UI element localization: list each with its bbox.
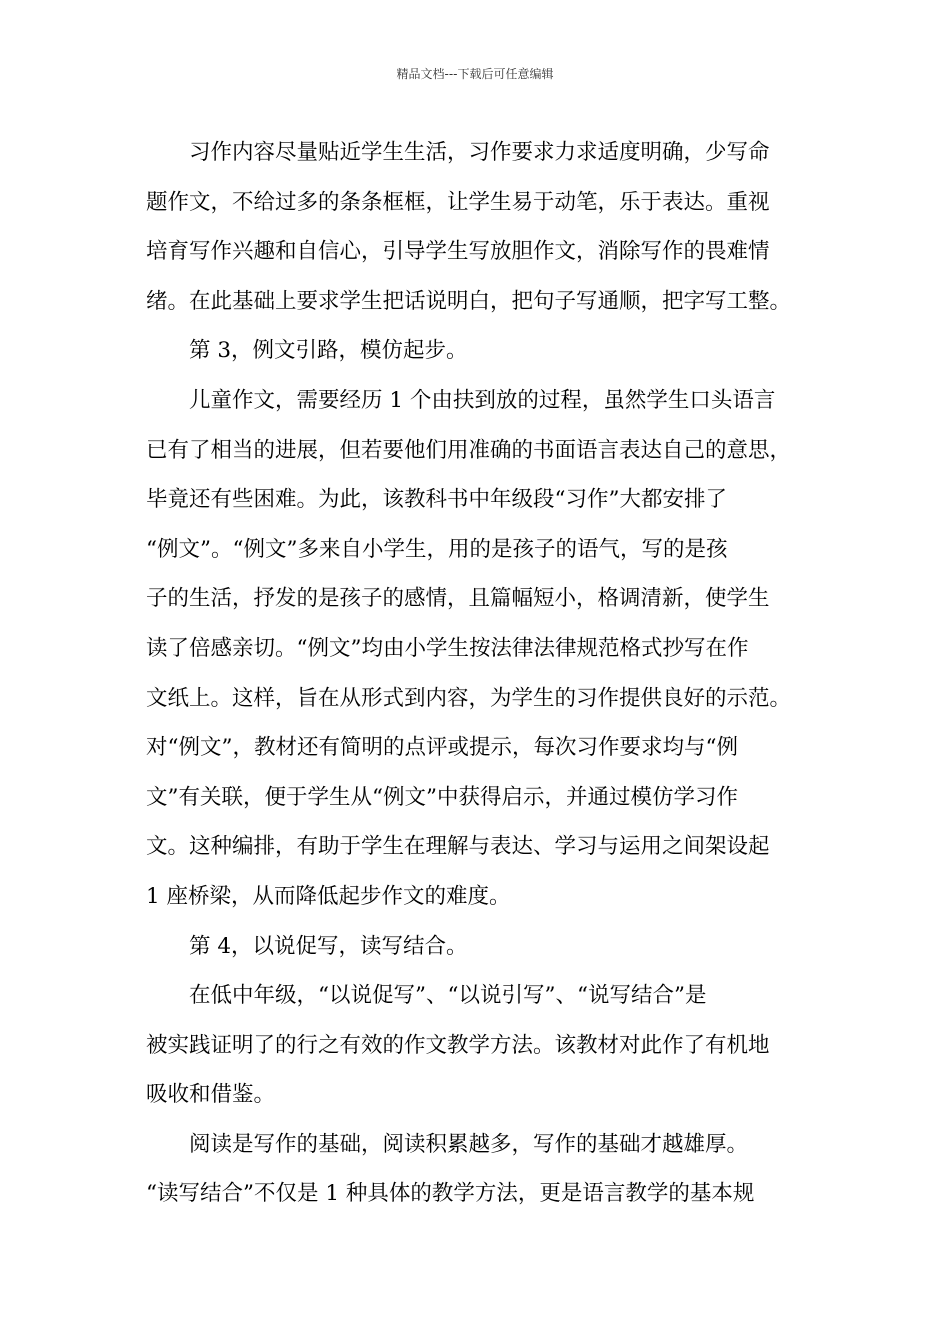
text-line: “例文”。“例文”多来自小学生，用的是孩子的语气，写的是孩 xyxy=(146,536,728,562)
text-line: 对“例文”，教材还有简明的点评或提示，每次习作要求均与“例 xyxy=(146,735,738,761)
text-line: 在低中年级，“以说促写”、“以说引写”、“说写结合”是 xyxy=(189,983,707,1009)
text-line: 文”有关联，便于学生从“例文”中获得启示，并通过模仿学习作 xyxy=(146,784,738,810)
text-line: 儿童作文，需要经历 1 个由扶到放的过程，虽然学生口头语言 xyxy=(189,387,776,413)
text-line: 绪。在此基础上要求学生把话说明白，把句子写通顺，把字写工整。 xyxy=(146,288,792,314)
text-line: 读了倍感亲切。“例文”均由小学生按法律法律规范格式抄写在作 xyxy=(146,635,749,661)
text-line: 习作内容尽量贴近学生生活，习作要求力求适度明确，少写命 xyxy=(189,140,770,165)
text-line: 培育写作兴趣和自信心，引导学生写放胆作文，消除写作的畏难情 xyxy=(146,239,770,265)
text-line: 文纸上。这样，旨在从形式到内容，为学生的习作提供良好的示范。 xyxy=(146,685,792,711)
document-body xyxy=(146,128,826,1219)
text-line: 1 座桥梁，从而降低起步作文的难度。 xyxy=(146,883,511,909)
text-line: 毕竟还有些困难。为此，该教科书中年级段“习作”大都安排了 xyxy=(146,487,727,513)
text-line: 吸收和借鉴。 xyxy=(146,1082,276,1108)
text-line: “读写结合”不仅是 1 种具体的教学方法，更是语言教学的基本规 xyxy=(146,1181,755,1207)
text-line: 被实践证明了的行之有效的作文教学方法。该教材对此作了有机地 xyxy=(146,1032,770,1058)
section-heading: 第 4，以说促写，读写结合。 xyxy=(189,933,468,959)
text-line: 题作文，不给过多的条条框框，让学生易于动笔，乐于表达。重视 xyxy=(146,189,770,215)
text-line: 已有了相当的进展，但若要他们用准确的书面语言表达自己的意思， xyxy=(146,437,792,463)
text-line: 子的生活，抒发的是孩子的感情，且篇幅短小，格调清新，使学生 xyxy=(146,586,770,612)
text-line: 阅读是写作的基础，阅读积累越多，写作的基础才越雄厚。 xyxy=(189,1131,749,1157)
section-heading: 第 3，例文引路，模仿起步。 xyxy=(189,338,468,364)
page-header: 精品文档---下载后可任意编辑 xyxy=(396,67,554,81)
text-line: 文。这种编排，有助于学生在理解与表达、学习与运用之间架设起 xyxy=(146,834,770,860)
